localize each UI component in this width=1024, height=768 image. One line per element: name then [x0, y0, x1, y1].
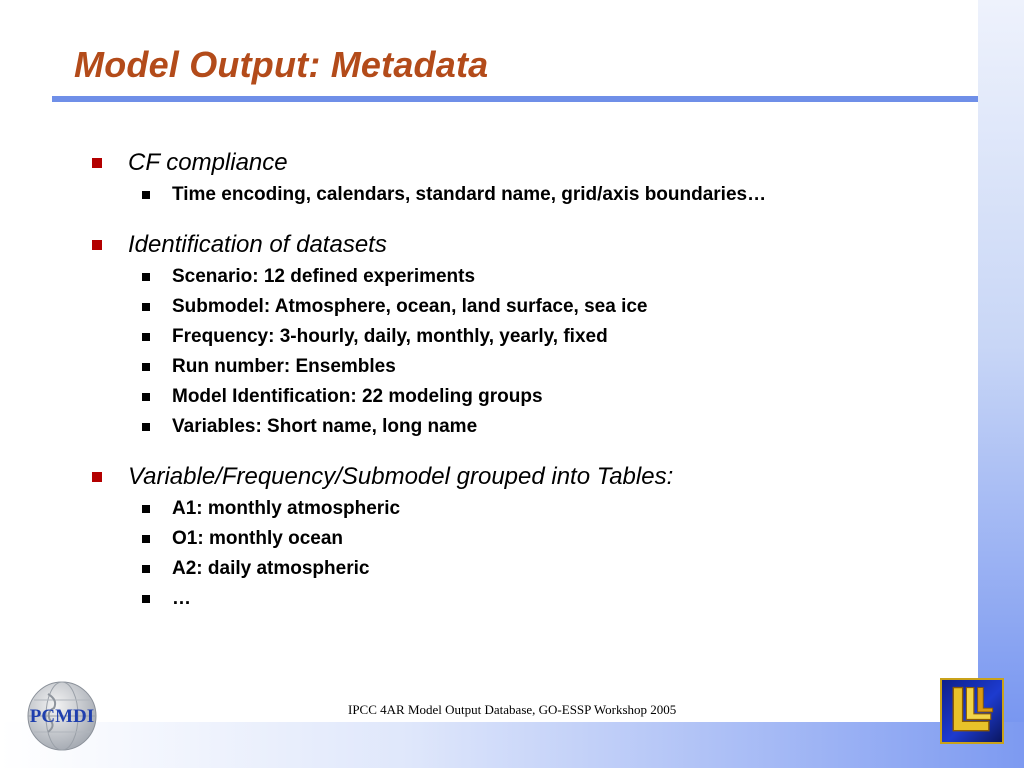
bullet-level2	[92, 322, 952, 352]
square-bullet-icon	[142, 565, 150, 573]
bullet-text: A1: monthly atmospheric	[172, 498, 401, 519]
bullet-text: Run number: Ensembles	[172, 356, 396, 377]
bullet-text: O1: monthly ocean	[172, 528, 344, 549]
bullet-level2	[92, 554, 952, 584]
bullet-level2	[92, 262, 952, 292]
square-bullet-icon	[142, 393, 150, 401]
square-bullet-icon	[142, 595, 150, 603]
bullet-level2	[92, 412, 952, 442]
logo-text: PCMDI	[29, 706, 95, 727]
bullet-level2	[92, 494, 952, 524]
pcmdi-globe-logo-icon	[18, 680, 106, 752]
bullet-level2	[92, 180, 952, 210]
square-bullet-icon	[142, 363, 150, 371]
bottom-decor-band	[0, 722, 1024, 768]
bullet-text: Variables: Short name, long name	[172, 416, 478, 437]
title-underline-rule	[52, 96, 978, 102]
bullet-level2	[92, 292, 952, 322]
footer-caption: IPCC 4AR Model Output Database, GO-ESSP Workshop 2005	[348, 702, 677, 717]
bullet-level2	[92, 382, 952, 412]
llnl-logo-icon	[940, 678, 1004, 744]
square-bullet-icon	[142, 423, 150, 431]
bullet-text: Scenario: 12 defined experiments	[172, 266, 476, 287]
bullet-heading: Identification of datasets	[128, 231, 387, 258]
bullet-level2	[92, 352, 952, 382]
bullet-text: Submodel: Atmosphere, ocean, land surface, sea ice	[172, 296, 648, 317]
section-identification-of-datasets	[92, 228, 952, 442]
square-bullet-icon	[142, 333, 150, 341]
square-bullet-icon	[142, 303, 150, 311]
section-cf-compliance	[92, 146, 952, 210]
bullet-text: A2: daily atmospheric	[172, 558, 370, 579]
square-bullet-icon	[92, 472, 102, 482]
bullet-text: Frequency: 3-hourly, daily, monthly, yearly, fixed	[172, 326, 608, 347]
square-bullet-icon	[142, 273, 150, 281]
bullet-level1	[92, 146, 952, 180]
bullet-heading: CF compliance	[128, 149, 288, 176]
bullet-level1	[92, 228, 952, 262]
bullet-level2	[92, 524, 952, 554]
bullet-text: Model Identification: 22 modeling groups	[172, 386, 543, 407]
section-grouped-into-tables	[92, 460, 952, 614]
square-bullet-icon	[92, 158, 102, 168]
square-bullet-icon	[142, 191, 150, 199]
square-bullet-icon	[142, 535, 150, 543]
slide-content	[92, 146, 952, 632]
right-decor-band	[978, 0, 1024, 768]
bullet-text: …	[172, 588, 191, 609]
bullet-text: Time encoding, calendars, standard name, grid/axis boundaries…	[172, 184, 767, 205]
square-bullet-icon	[142, 505, 150, 513]
bullet-level1	[92, 460, 952, 494]
square-bullet-icon	[92, 240, 102, 250]
bullet-level2	[92, 584, 952, 614]
bullet-heading: Variable/Frequency/Submodel grouped into Tables:	[128, 463, 674, 490]
slide-title: Model Output: Metadata	[74, 44, 489, 85]
